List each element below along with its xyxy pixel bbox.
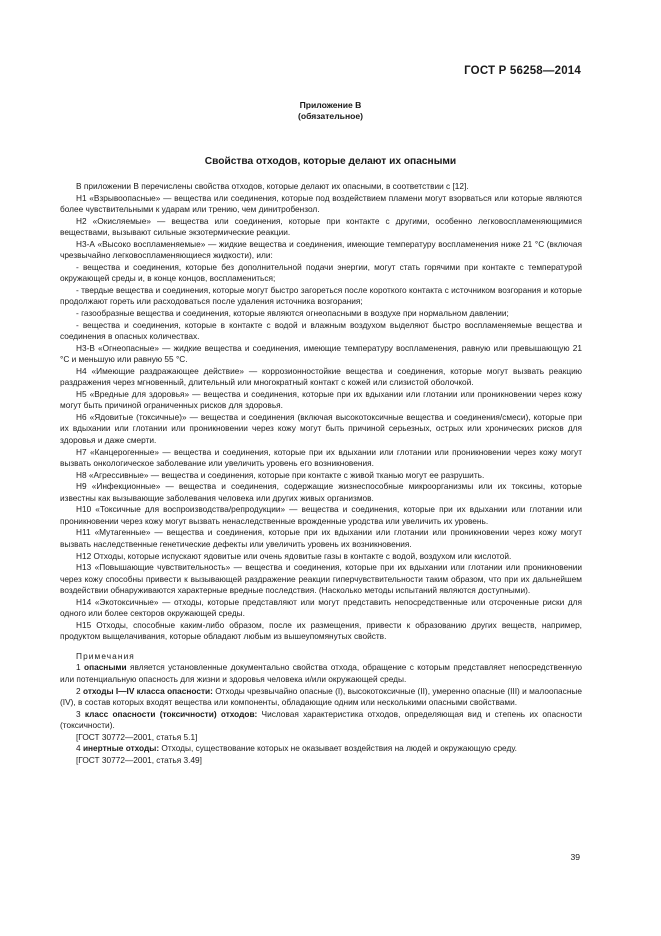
- standard-code: ГОСТ Р 56258—2014: [464, 65, 581, 77]
- paragraph: Н10 «Токсичные для воспроизводства/репродукции» — вещества и соединения, которые при их вдыхании или глотании или проникновении через кожу могут вызвать ненаследственные врожденные уродства или увеличить их уровень.: [60, 504, 582, 526]
- paragraph: Н3-В «Огнеопасные» — жидкие вещества и соединения, имеющие температуру воспламенения, равную или превышающую 21 °С и меньшую или равную 55 °С.: [60, 342, 582, 365]
- page-number: 39: [570, 852, 580, 862]
- note-number: 4: [76, 743, 81, 754]
- note-3-reference: [ГОСТ 30772—2001, статья 5.1]: [76, 731, 198, 742]
- note-term: опасными: [84, 662, 127, 673]
- paragraph: - вещества и соединения, которые без дополнительной подачи энергии, могут стать горячими при контакте с температурой окружающей среды и, в конце концов, воспламениться;: [60, 261, 582, 284]
- note-text: Отходы, существование которых не оказывает воздействия на людей и окружающую среду.: [159, 743, 517, 754]
- note-number: 3: [76, 708, 81, 719]
- paragraph: - вещества и соединения, которые в контакте с водой и влажным воздухом выделяют быстро воспламеняемые вещества и соединения в опасных количествах.: [60, 319, 582, 342]
- note-text: Отходы чрезвычайно опасные (I), высокотоксичные (II), умеренно опасные (III) и малоопасные (IV), в состав которых входят вещества или компоненты, обладающие одним или несколькими опасными свойствами.: [60, 685, 582, 708]
- paragraph: - твердые вещества и соединения, которые могут быстро загореться после короткого контакта с источником возгорания и которые продолжают гореть или расходоваться после удаления источника возгорания;: [60, 284, 582, 307]
- note-text: Числовая характеристика отходов, определяющая вид и степень их опасности (токсичности).: [60, 708, 582, 731]
- paragraph: Н7 «Канцерогенные» — вещества и соединения, которые при их вдыхании или глотании или проникновении через кожу могут вызвать онкологическое заболевание или увеличить уровень его возникновения.: [60, 446, 582, 469]
- paragraph: В приложении В перечислены свойства отходов, которые делают их опасными, в соответствии с [12].: [76, 181, 469, 191]
- note-2: [60, 686, 582, 709]
- paragraph: Н14 «Экотоксичные» — отходы, которые представляют или могут представить непосредственные или отсроченные риски для одного или более секторов окружающей среды.: [60, 596, 582, 619]
- note-term: отходы I—IV класса опасности:: [82, 685, 213, 696]
- paragraph: Н1 «Взрывоопасные» — вещества или соединения, которые под воздействием пламени могут взорваться или которые являются более чувствительными к ударам или трению, чем динитробензол.: [60, 192, 582, 215]
- note-text: является установленные документально свойства отхода, обращение с которым представляет непосредственную или потенциальную опасность для жизни и здоровья человека и/или окружающей среды.: [60, 662, 582, 684]
- paragraph: Н8 «Агрессивные» — вещества и соединения, которые при контакте с живой тканью могут ее разрушить.: [76, 469, 485, 480]
- note-term: инертные отходы:: [82, 743, 160, 754]
- paragraph: - газообразные вещества и соединения, которые являются огнеопасными в воздухе при нормальном давлении;: [76, 308, 509, 319]
- paragraph: Н5 «Вредные для здоровья» — вещества и соединения, которые при их вдыхании или глотании или проникновении через кожу могут быть причиной ограниченных рисков для здоровья.: [60, 388, 582, 411]
- notes-heading: Примечания: [76, 650, 135, 661]
- note-term: класс опасности (токсичности) отходов:: [84, 708, 258, 719]
- paragraph: Н12 Отходы, которые испускают ядовитые или очень ядовитые газы в контакте с водой, воздухом или кислотой.: [76, 550, 512, 561]
- note-4-reference: [ГОСТ 30772—2001, статья 3.49]: [76, 754, 202, 765]
- paragraph: Н13 «Повышающие чувствительность» — вещества и соединения, которые при их вдыхании или глотании или проникновении через кожу способны привести к вызывающей раздражение реакции гиперчувствительности таким образом, что при их дальнейшем воздействии обнаруживаются характерные вредные последствия. (Насколько методы испытаний являются доступными).: [60, 562, 582, 596]
- note-number: 1: [76, 662, 81, 673]
- note-4: [60, 743, 582, 755]
- document-body: [60, 181, 582, 766]
- paragraph: Н11 «Мутагенные» — вещества и соединения, которые при их вдыхании или глотании или проникновении через кожу могут вызвать наследственные генетические дефекты или увеличить уровень их возникновения.: [60, 527, 582, 549]
- section-title: Свойства отходов, которые делают их опасными: [204, 156, 457, 167]
- appendix-label: Приложение В: [299, 100, 362, 110]
- paragraph: Н3-А «Высоко воспламеняемые» — жидкие вещества и соединения, имеющие температуру воспламенения ниже 21 °С (включая чрезвычайно легковоспламеняющиеся жидкости), или:: [60, 238, 582, 261]
- appendix-status: (обязательное): [297, 111, 364, 121]
- note-1: [60, 662, 582, 685]
- note-number: 2: [76, 685, 81, 696]
- paragraph: Н9 «Инфекционные» — вещества и соединения, содержащие жизнеспособные микроорганизмы или их токсины, которые известны как вызывающие заболевания человека или других живых организмов.: [60, 481, 582, 503]
- paragraph: Н4 «Имеющие раздражающее действие» — коррозионностойкие вещества и соединения, которые могут вызвать реакцию раздражения через мгновенный, длительный или многократный контакт с кожей или слизистой оболочкой.: [60, 365, 582, 388]
- note-3: [60, 709, 582, 732]
- paragraph: Н6 «Ядовитые (токсичные)» — вещества и соединения (включая высокотоксичные вещества и соединения/смеси), которые при их вдыхании или глотании или проникновении через кожу могут быть причиной серьезных, острых или хронических рисков для здоровья и даже смерти.: [60, 411, 582, 446]
- paragraph: Н15 Отходы, способные каким-либо образом, после их размещения, привести к образованию других веществ, например, продуктом выщелачивания, которые обладают любым из вышеупомянутых свойств.: [60, 619, 582, 642]
- paragraph: Н2 «Окисляемые» — вещества или соединения, которые при контакте с другими, особенно легковоспламеняющимися веществами, вызывают сильные экзотермические реакции.: [60, 215, 582, 238]
